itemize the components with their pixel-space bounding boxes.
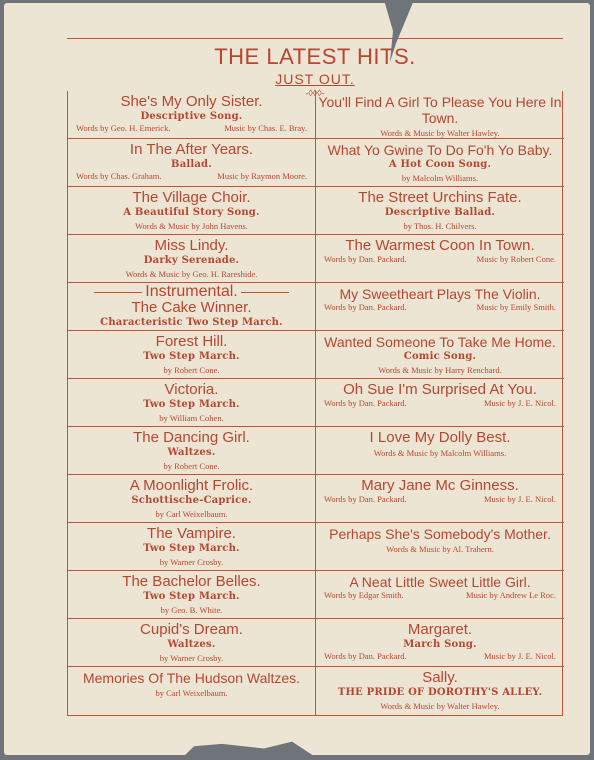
page-title: THE LATEST HITS. <box>214 44 416 69</box>
song-credit: by Carl Weixelbaum. <box>155 688 228 698</box>
rule-line <box>241 292 289 293</box>
song-title: The Bachelor Belles. <box>122 573 261 590</box>
song-genre: Schottische-Caprice. <box>131 495 252 506</box>
song-title: I Love My Dolly Best. <box>369 429 511 446</box>
song-title: Cupid's Dream. <box>140 621 243 638</box>
music-credit: Music by J. E. Nicol. <box>483 494 556 504</box>
song-genre: Characteristic Two Step March. <box>100 317 283 328</box>
song-title: Victoria. <box>164 381 219 398</box>
song-title: A Moonlight Frolic. <box>129 477 254 494</box>
song-entry <box>316 283 564 331</box>
song-entry <box>68 571 316 619</box>
sheet-music-page <box>4 3 590 755</box>
song-entry <box>316 187 564 235</box>
song-title: The Dancing Girl. <box>133 429 250 446</box>
song-title: The Warmest Coon In Town. <box>345 237 535 254</box>
music-credit: Music by Andrew Le Roc. <box>466 590 556 600</box>
music-credit: Music by Emily Smith. <box>476 302 556 312</box>
song-genre: Two Step March. <box>143 351 240 362</box>
song-credit: by Carl Weixelbaum. <box>155 509 228 519</box>
song-entry <box>316 331 564 379</box>
song-entry <box>316 523 564 571</box>
song-title: Margaret. <box>407 621 473 638</box>
song-credit: by Thos. H. Chilvers. <box>403 221 477 231</box>
section-heading <box>68 284 315 300</box>
song-genre: A Beautiful Story Song. <box>123 207 260 218</box>
song-credits <box>316 495 564 504</box>
song-credit: by Robert Cone. <box>163 461 220 471</box>
song-credit: by Robert Cone. <box>163 365 220 375</box>
song-credit: Words & Music by Walter Hawley. <box>380 128 500 138</box>
words-credit: Words by Chas. Graham. <box>76 171 162 181</box>
section-label: Instrumental. <box>145 283 238 300</box>
song-genre: Ballad. <box>171 159 212 170</box>
song-entry <box>316 91 564 139</box>
music-credit: Music by Chas. E. Bray. <box>224 123 307 133</box>
song-entry <box>68 475 316 523</box>
song-credit: Words & Music by Harry Renchard. <box>378 365 502 375</box>
words-credit: Words by Geo. H. Emerick. <box>76 123 171 133</box>
song-entry <box>68 523 316 571</box>
song-entry <box>316 667 564 715</box>
song-credit: Words & Music by Al. Trahern. <box>386 544 494 554</box>
song-credits <box>68 172 315 181</box>
song-title: Sally. <box>422 669 458 686</box>
song-entry <box>316 427 564 475</box>
song-entry <box>316 235 564 283</box>
page-subtitle: JUST OUT. <box>275 71 355 87</box>
song-credit: by William Cohen. <box>159 413 224 423</box>
song-entry <box>316 619 564 667</box>
song-entry <box>68 667 316 715</box>
song-genre: Waltzes. <box>167 639 216 650</box>
song-title: The Cake Winner. <box>131 299 252 316</box>
song-entry <box>68 91 316 139</box>
song-title: Mary Jane Mc Ginness. <box>361 477 519 494</box>
song-title: My Sweetheart Plays The Violin. <box>339 286 541 302</box>
song-credit: Words & Music by John Havens. <box>135 221 248 231</box>
song-title: A Neat Little Sweet Little Girl. <box>349 574 531 590</box>
music-credit: Music by Raymon Moore. <box>217 171 307 181</box>
words-credit: Words by Dan. Packard. <box>324 494 407 504</box>
song-genre: Two Step March. <box>143 591 240 602</box>
song-credit: by Geo. B. White. <box>160 605 223 615</box>
music-credit: Music by J. E. Nicol. <box>483 651 556 661</box>
words-credit: Words by Dan. Packard. <box>324 651 407 661</box>
song-entry <box>68 379 316 427</box>
song-credit: by Warner Crosby. <box>159 653 224 663</box>
words-credit: Words by Dan. Packard. <box>324 302 407 312</box>
song-entry <box>68 331 316 379</box>
song-genre: March Song. <box>403 639 477 650</box>
song-credit: by Malcolm Williams. <box>401 173 479 183</box>
song-credits <box>316 303 564 312</box>
song-credits <box>316 652 564 661</box>
song-grid <box>67 91 563 715</box>
song-genre: Darky Serenade. <box>143 255 240 266</box>
song-title: You'll Find A Girl To Please You Here In Town. <box>318 94 562 126</box>
song-entry <box>68 139 316 187</box>
song-credit: Words & Music by Walter Hawley. <box>380 701 500 711</box>
song-credits <box>316 591 564 600</box>
song-entry <box>316 475 564 523</box>
ornament-divider: -◊◊◊- <box>305 88 325 98</box>
song-genre: Comic Song. <box>403 351 477 362</box>
song-credit: Words & Music by Geo. H. Rareshide. <box>125 269 258 279</box>
song-title: Forest Hill. <box>155 333 228 350</box>
song-title: In The After Years. <box>129 141 254 158</box>
words-credit: Words by Dan. Packard. <box>324 254 407 264</box>
music-credit: Music by Robert Cone. <box>476 254 556 264</box>
song-entry <box>316 379 564 427</box>
song-genre: THE PRIDE OF DOROTHY'S ALLEY. <box>337 687 543 698</box>
song-title: Memories Of The Hudson Waltzes. <box>82 670 301 686</box>
song-genre: Two Step March. <box>143 543 240 554</box>
song-title: Oh Sue I'm Surprised At You. <box>343 381 537 398</box>
song-credit: Words & Music by Malcolm Williams. <box>373 448 507 458</box>
song-title: What Yo Gwine To Do Fo'h Yo Baby. <box>327 142 553 158</box>
song-title: She's My Only Sister. <box>120 93 263 110</box>
song-title: The Village Choir. <box>132 189 251 206</box>
song-entry <box>68 187 316 235</box>
song-entry <box>68 619 316 667</box>
page-header <box>67 39 563 98</box>
song-title: The Street Urchins Fate. <box>358 189 522 206</box>
song-title: Perhaps She's Somebody's Mother. <box>329 526 551 542</box>
song-genre: A Hot Coon Song. <box>388 159 492 170</box>
song-entry <box>316 571 564 619</box>
page-frame <box>67 38 563 716</box>
song-entry <box>316 139 564 187</box>
music-credit: Music by J. E. Nicol. <box>483 398 556 408</box>
song-title: Wanted Someone To Take Me Home. <box>324 334 556 350</box>
words-credit: Words by Dan. Packard. <box>324 398 407 408</box>
rule-line <box>94 292 142 293</box>
song-title: The Vampire. <box>147 525 236 542</box>
song-entry <box>68 427 316 475</box>
song-genre: Two Step March. <box>143 399 240 410</box>
song-genre: Waltzes. <box>167 447 216 458</box>
song-credits <box>68 124 315 133</box>
song-credit: by Warner Crosby. <box>159 557 224 567</box>
song-title: Miss Lindy. <box>154 237 229 254</box>
song-credits <box>316 399 564 408</box>
song-entry <box>68 235 316 283</box>
song-entry <box>68 283 316 331</box>
song-genre: Descriptive Song. <box>140 111 243 122</box>
song-genre: Descriptive Ballad. <box>384 207 496 218</box>
song-credits <box>316 255 564 264</box>
words-credit: Words by Edgar Smith. <box>324 590 404 600</box>
